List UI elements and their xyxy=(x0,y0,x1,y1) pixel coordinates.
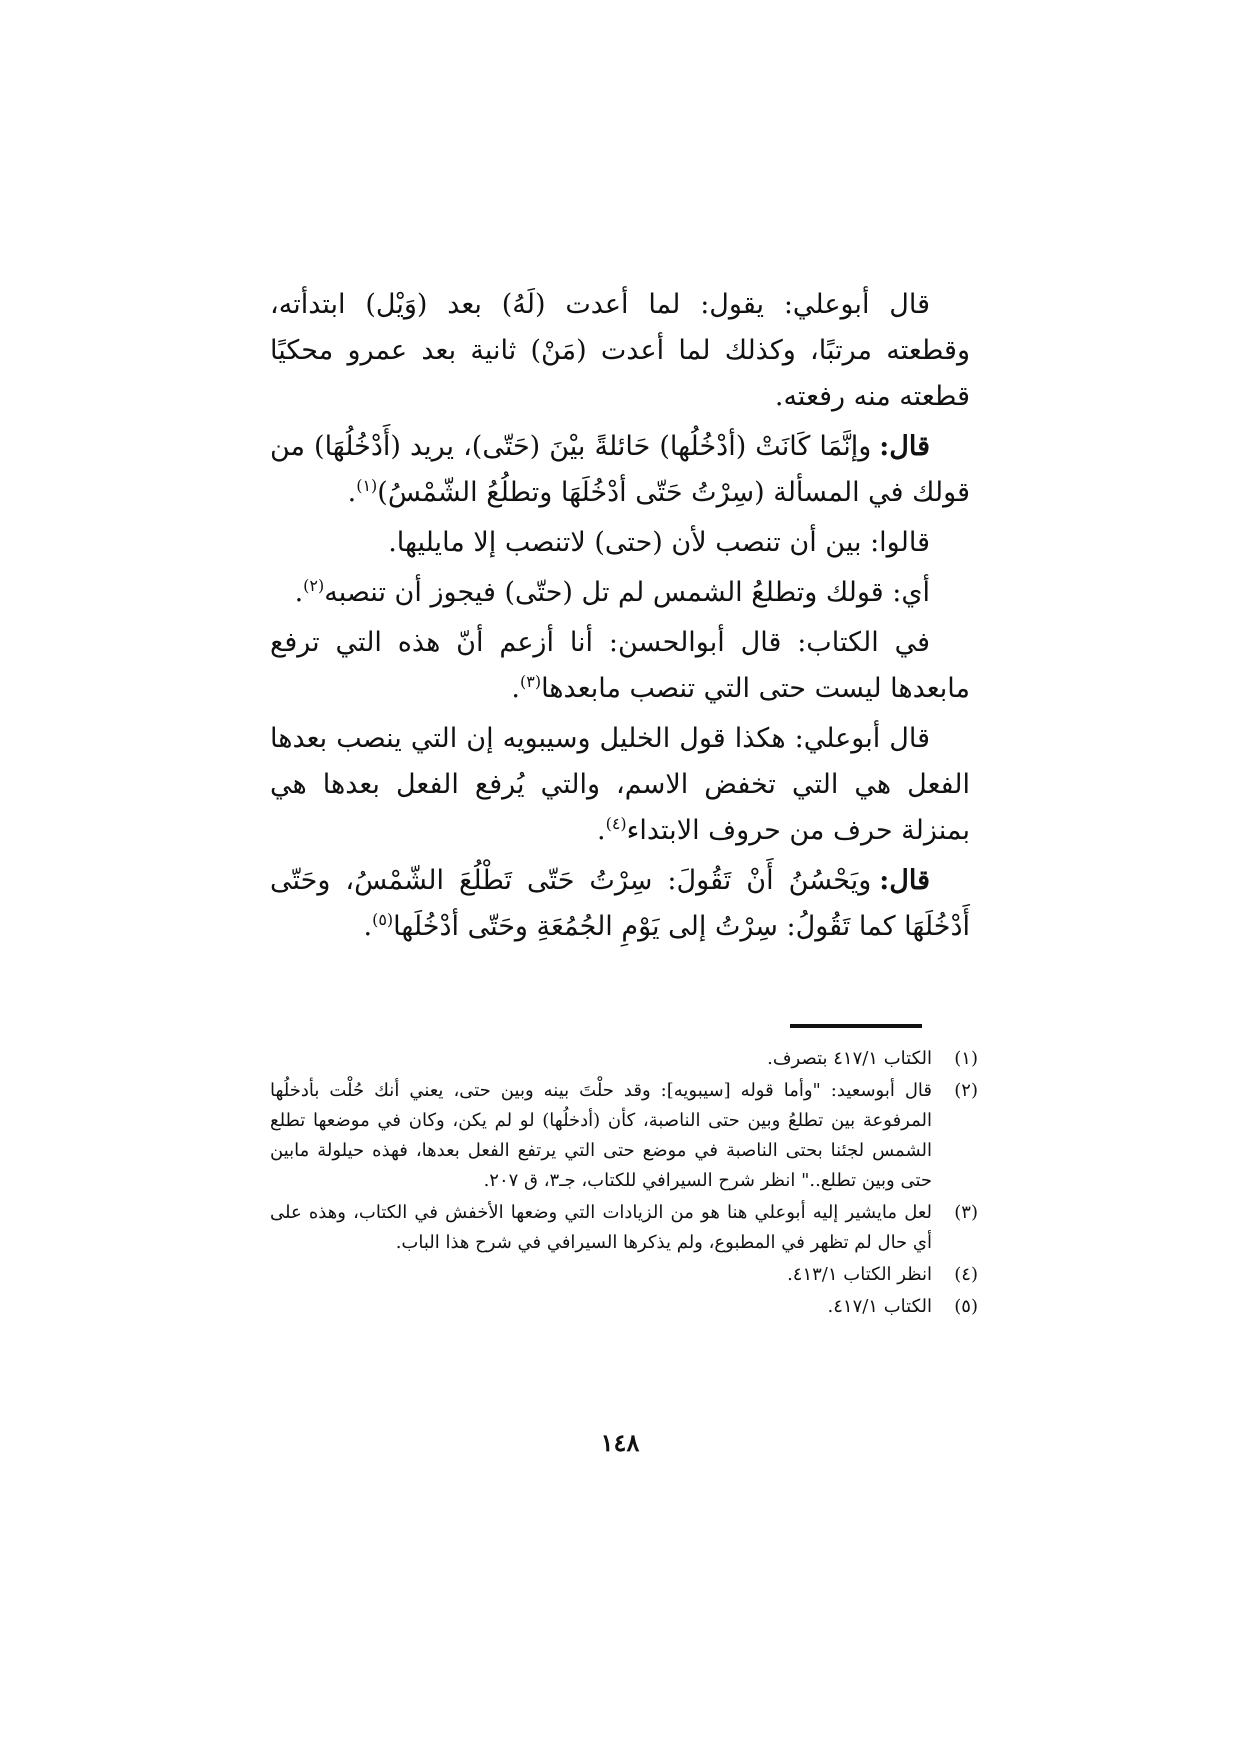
paragraph-7-end: . xyxy=(363,911,373,942)
footnote-ref-2[interactable]: (٢) xyxy=(303,576,325,595)
footnote-ref-5[interactable]: (٥) xyxy=(372,910,394,929)
paragraph-3-text: قالوا: بين أن تنصب لأن (حتى) لاتنصب إلا مايليها. xyxy=(388,527,930,558)
paragraph-7-text: ويَحْسُنُ أَنْ تَقُولَ: سِرْتُ حَتّى تَطْلُعَ الشّمْسُ، وحَتّى أَدْخُلَهَا كما تَقُولُ: سِرْتُ إلى يَوْمِ الجُمُعَةِ وحَتّى أدْخُلَها xyxy=(270,865,970,942)
footnote-text: لعل مايشير إليه أبوعلي هنا هو من الزيادات التي وضعها الأخفش في الكتاب، وهذه على أي حال لم تظهر في المطبوع، ولم يذكرها السيرافي في شرح هذا الباب. xyxy=(270,1202,932,1253)
paragraph-6 xyxy=(270,716,970,854)
paragraph-5 xyxy=(270,620,970,712)
paragraph-3 xyxy=(270,520,970,566)
paragraph-4-end: . xyxy=(294,577,304,608)
paragraph-6-end: . xyxy=(596,815,606,846)
paragraph-5-text: في الكتاب: قال أبوالحسن: أنا أزعم أنّ هذه التي ترفع مابعدها ليست حتى التي تنصب مابعدها xyxy=(270,627,970,704)
footnote-number: (٥) xyxy=(954,1296,978,1317)
paragraph-7 xyxy=(270,858,970,950)
footnote-ref-3[interactable]: (٣) xyxy=(519,672,542,691)
footnotes xyxy=(270,1044,978,1324)
paragraph-1 xyxy=(270,282,970,420)
footnote-number: (٣) xyxy=(954,1202,978,1223)
paragraph-2 xyxy=(270,424,970,516)
footnote-number: (٢) xyxy=(954,1080,978,1101)
footnote-5 xyxy=(270,1292,978,1322)
footnote-4 xyxy=(270,1260,978,1290)
footnote-text: الكتاب ٤١٧/١. xyxy=(827,1296,932,1317)
footnote-separator xyxy=(790,1024,922,1028)
footnote-ref-1[interactable]: (١) xyxy=(356,476,378,495)
paragraph-4-text: أي: قولك وتطلعُ الشمس لم تل (حتّى) فيجوز أن تنصبه xyxy=(324,577,930,608)
paragraph-1-text: قال أبوعلي: يقول: لما أعدت (لَهُ) بعد (وَيْل) ابتدأته، وقطعته مرتبًا، وكذلك لما أعدت (مَنْ) ثانية بعد عمرو محكيًا قطعته منه رفعته. xyxy=(270,289,970,412)
paragraph-7-lead: قال: xyxy=(879,865,930,896)
footnote-1 xyxy=(270,1044,978,1074)
page-number: ١٤٨ xyxy=(600,1428,640,1457)
footnote-number: (٤) xyxy=(954,1264,978,1285)
paragraph-5-end: . xyxy=(511,673,520,704)
main-text xyxy=(270,282,970,954)
footnote-number: (١) xyxy=(954,1048,978,1069)
paragraph-2-end: . xyxy=(347,477,357,508)
footnote-text: قال أبوسعيد: "وأما قوله [سيبويه]: وقد حلْتَ بينه وبين حتى، يعني أنك حُلْت بأدخلُها المرفوعة بين تطلعُ وبين حتى الناصبة، كأن (أدخلُها) لو لم يكن، وكان في موضعها تطلع الشمس لجئنا بحتى الناصبة في موضع حتى التي يرتفع الفعل بعدها، فهذه حيلولة مابين حتى وبين تطلع.." انظر شرح السيرافي للكتاب، جـ٣، ق ٢٠٧. xyxy=(270,1080,932,1191)
footnote-3 xyxy=(270,1198,978,1258)
footnote-text: الكتاب ٤١٧/١ بتصرف. xyxy=(767,1048,932,1069)
footnote-ref-4[interactable]: (٤) xyxy=(605,814,627,833)
footnote-2 xyxy=(270,1076,978,1196)
paragraph-2-lead: قال: xyxy=(879,431,930,462)
paragraph-6-text: قال أبوعلي: هكذا قول الخليل وسيبويه إن التي ينصب بعدها الفعل هي التي تخفض الاسم، والتي يُرفع الفعل بعدها هي بمنزلة حرف من حروف الابتداء xyxy=(270,723,970,846)
paragraph-4 xyxy=(270,570,970,616)
footnote-text: انظر الكتاب ٤١٣/١. xyxy=(787,1264,932,1285)
paragraph-2-text: وإنَّمَا كَانَتْ (أدْخُلُها) حَائلةً بيْنَ (حَتّى)، يريد (أَدْخُلُهَا) من قولك في المسألة (سِرْتُ حَتّى أدْخُلَهَا وتطلُعُ الشّمْسُ) xyxy=(270,431,970,508)
